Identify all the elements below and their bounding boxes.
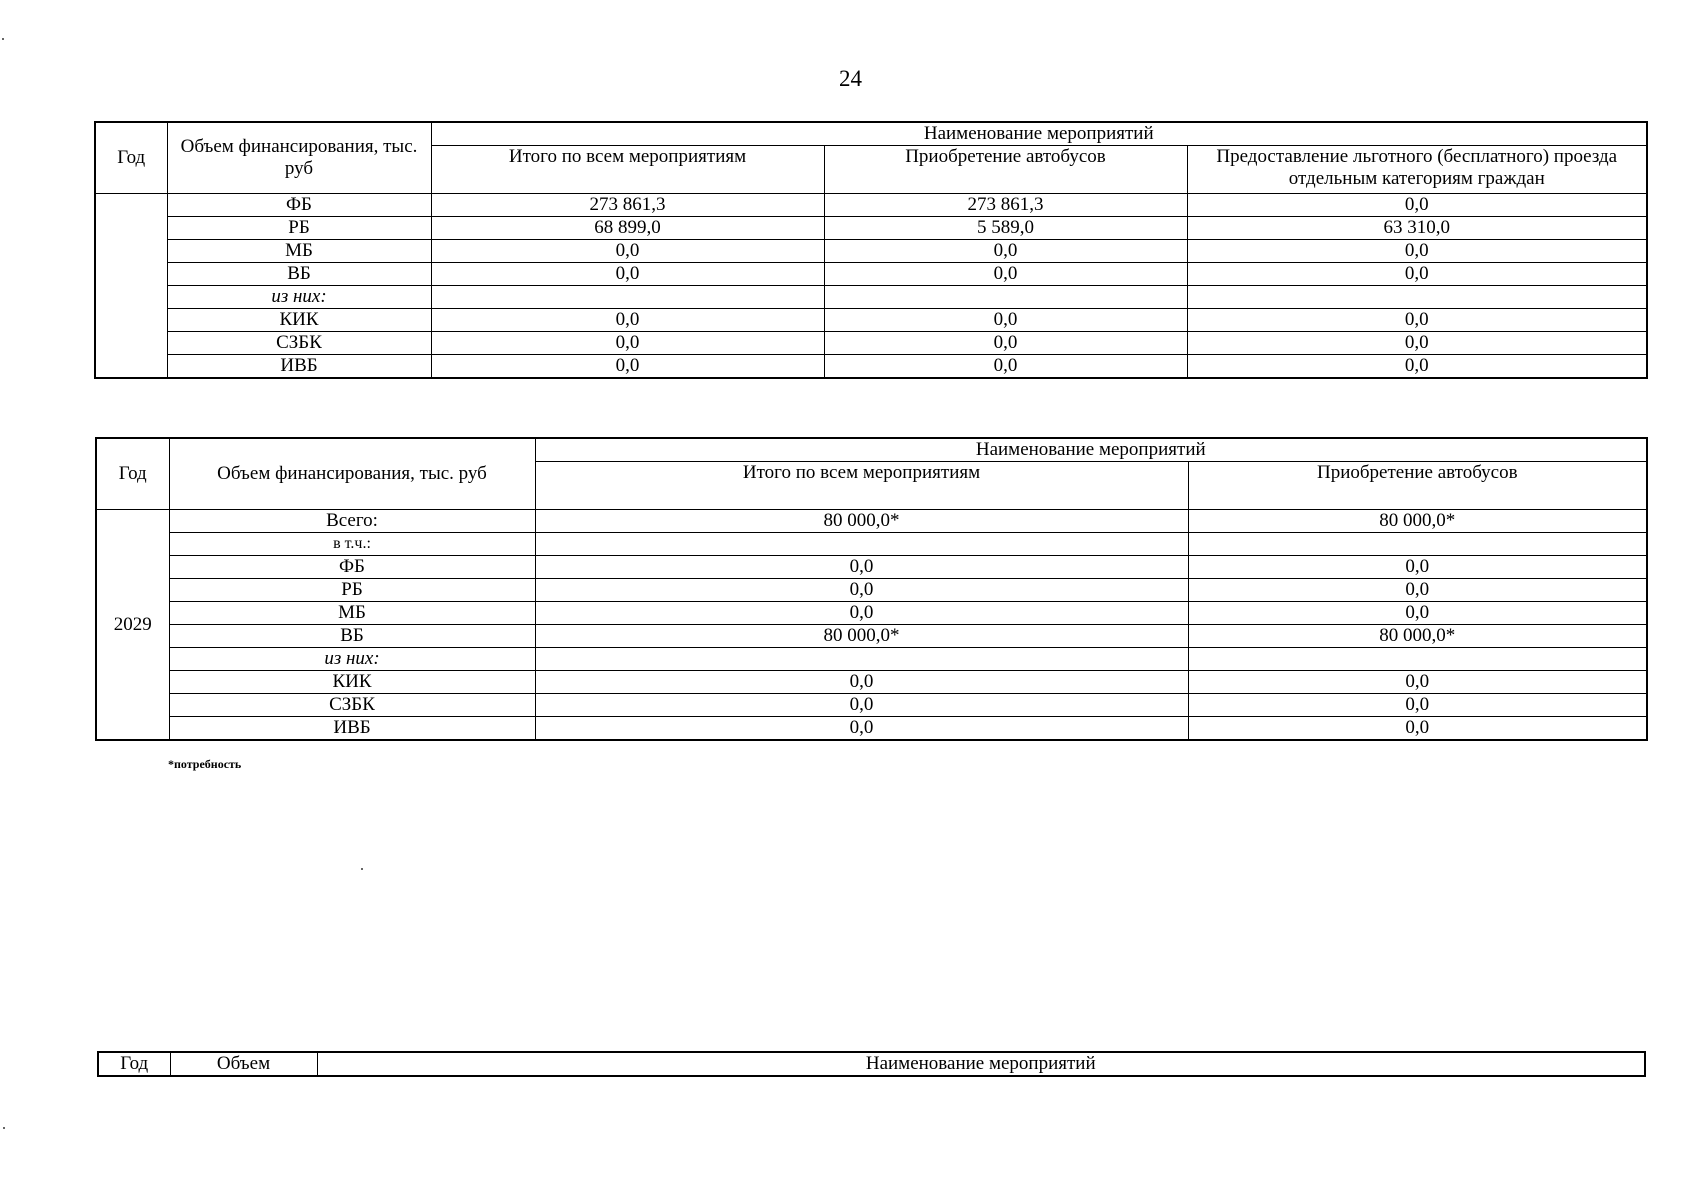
cell-travel: 0,0: [1187, 332, 1647, 355]
cell-bus: 80 000,0*: [1188, 510, 1647, 533]
row-label: СЗБК: [167, 332, 431, 355]
table-row: [95, 332, 1647, 355]
header-year: Год: [95, 122, 167, 194]
row-label: в т.ч.:: [169, 533, 535, 556]
cell-bus: 0,0: [824, 355, 1187, 379]
cell-total: 0,0: [431, 355, 824, 379]
cell-bus: 5 589,0: [824, 217, 1187, 240]
cell-bus: 0,0: [1188, 671, 1647, 694]
row-label: из них:: [167, 286, 431, 309]
cell-bus: 0,0: [1188, 717, 1647, 741]
table-row: [96, 671, 1647, 694]
cell-total: [535, 648, 1188, 671]
table-row: [95, 263, 1647, 286]
cell-bus: 0,0: [824, 309, 1187, 332]
row-label: КИК: [167, 309, 431, 332]
cell-total: 0,0: [431, 240, 824, 263]
table-row: [96, 648, 1647, 671]
row-label: МБ: [167, 240, 431, 263]
cell-bus: 0,0: [1188, 602, 1647, 625]
scan-speck: [361, 868, 363, 870]
header-measures: Наименование мероприятий: [317, 1052, 1645, 1076]
cell-total: 80 000,0*: [535, 625, 1188, 648]
cell-travel: 0,0: [1187, 263, 1647, 286]
cell-total: [431, 286, 824, 309]
header-measures: Наименование мероприятий: [431, 122, 1647, 146]
cell-travel: 0,0: [1187, 309, 1647, 332]
cell-total: 0,0: [535, 602, 1188, 625]
table-row: [95, 240, 1647, 263]
cell-bus: 273 861,3: [824, 194, 1187, 217]
header-bus-purchase: Приобретение автобусов: [1188, 462, 1647, 510]
cell-bus: 0,0: [824, 240, 1187, 263]
header-bus-purchase: Приобретение автобусов: [824, 146, 1187, 194]
row-label: КИК: [169, 671, 535, 694]
table-row: [96, 625, 1647, 648]
year-cell: 2029: [96, 510, 169, 741]
table-row: [96, 602, 1647, 625]
table-row: [95, 217, 1647, 240]
row-label: ФБ: [167, 194, 431, 217]
cell-travel: 63 310,0: [1187, 217, 1647, 240]
header-year: Год: [96, 438, 169, 510]
table-row: [95, 286, 1647, 309]
cell-total: 0,0: [535, 694, 1188, 717]
cell-total: 0,0: [431, 309, 824, 332]
cell-total: 0,0: [535, 579, 1188, 602]
cell-travel: 0,0: [1187, 355, 1647, 379]
cell-total: 0,0: [535, 671, 1188, 694]
header-volume: Объем: [170, 1052, 317, 1076]
cell-bus: 0,0: [1188, 694, 1647, 717]
cell-bus: 80 000,0*: [1188, 625, 1647, 648]
cell-total: 273 861,3: [431, 194, 824, 217]
row-label: МБ: [169, 602, 535, 625]
cell-total: 0,0: [431, 263, 824, 286]
year-cell: [95, 194, 167, 379]
cell-travel: 0,0: [1187, 240, 1647, 263]
row-label: ВБ: [167, 263, 431, 286]
cell-total: [535, 533, 1188, 556]
row-label: ВБ: [169, 625, 535, 648]
cell-bus: 0,0: [1188, 579, 1647, 602]
financing-table-3: [97, 1051, 1646, 1077]
table-row: [95, 309, 1647, 332]
header-total-all-measures: Итого по всем мероприятиям: [431, 146, 824, 194]
row-label: РБ: [167, 217, 431, 240]
cell-travel: 0,0: [1187, 194, 1647, 217]
row-label: Всего:: [169, 510, 535, 533]
cell-bus: [1188, 533, 1647, 556]
table-row: [96, 579, 1647, 602]
financing-table-1: [94, 121, 1648, 379]
header-preferential-travel: Предоставление льготного (бесплатного) проезда отдельным категориям граждан: [1187, 146, 1647, 194]
header-volume: Объем финансирования, тыс. руб: [169, 438, 535, 510]
cell-total: 80 000,0*: [535, 510, 1188, 533]
table-row: [96, 533, 1647, 556]
header-volume: Объем финансирования, тыс. руб: [167, 122, 431, 194]
scan-speck: [2, 38, 4, 40]
cell-bus: 0,0: [824, 263, 1187, 286]
table-row: [95, 355, 1647, 379]
header-total-all-measures: Итого по всем мероприятиям: [535, 462, 1188, 510]
cell-total: 0,0: [431, 332, 824, 355]
footnote: *потребность: [168, 757, 242, 771]
table-row: [95, 194, 1647, 217]
page-number: 24: [839, 66, 862, 91]
cell-total: 68 899,0: [431, 217, 824, 240]
cell-bus: [1188, 648, 1647, 671]
scan-speck: [3, 1127, 5, 1129]
header-year: Год: [98, 1052, 170, 1076]
row-label: ФБ: [169, 556, 535, 579]
row-label: ИВБ: [167, 355, 431, 379]
row-label: РБ: [169, 579, 535, 602]
header-measures: Наименование мероприятий: [535, 438, 1647, 462]
cell-total: 0,0: [535, 717, 1188, 741]
table-row: [96, 694, 1647, 717]
cell-travel: [1187, 286, 1647, 309]
cell-total: 0,0: [535, 556, 1188, 579]
row-label: ИВБ: [169, 717, 535, 741]
cell-bus: [824, 286, 1187, 309]
cell-bus: 0,0: [1188, 556, 1647, 579]
cell-bus: 0,0: [824, 332, 1187, 355]
row-label: из них:: [169, 648, 535, 671]
table-row: [96, 556, 1647, 579]
row-label: СЗБК: [169, 694, 535, 717]
table-row: [96, 717, 1647, 741]
financing-table-2: [95, 437, 1648, 741]
table-row: [96, 510, 1647, 533]
